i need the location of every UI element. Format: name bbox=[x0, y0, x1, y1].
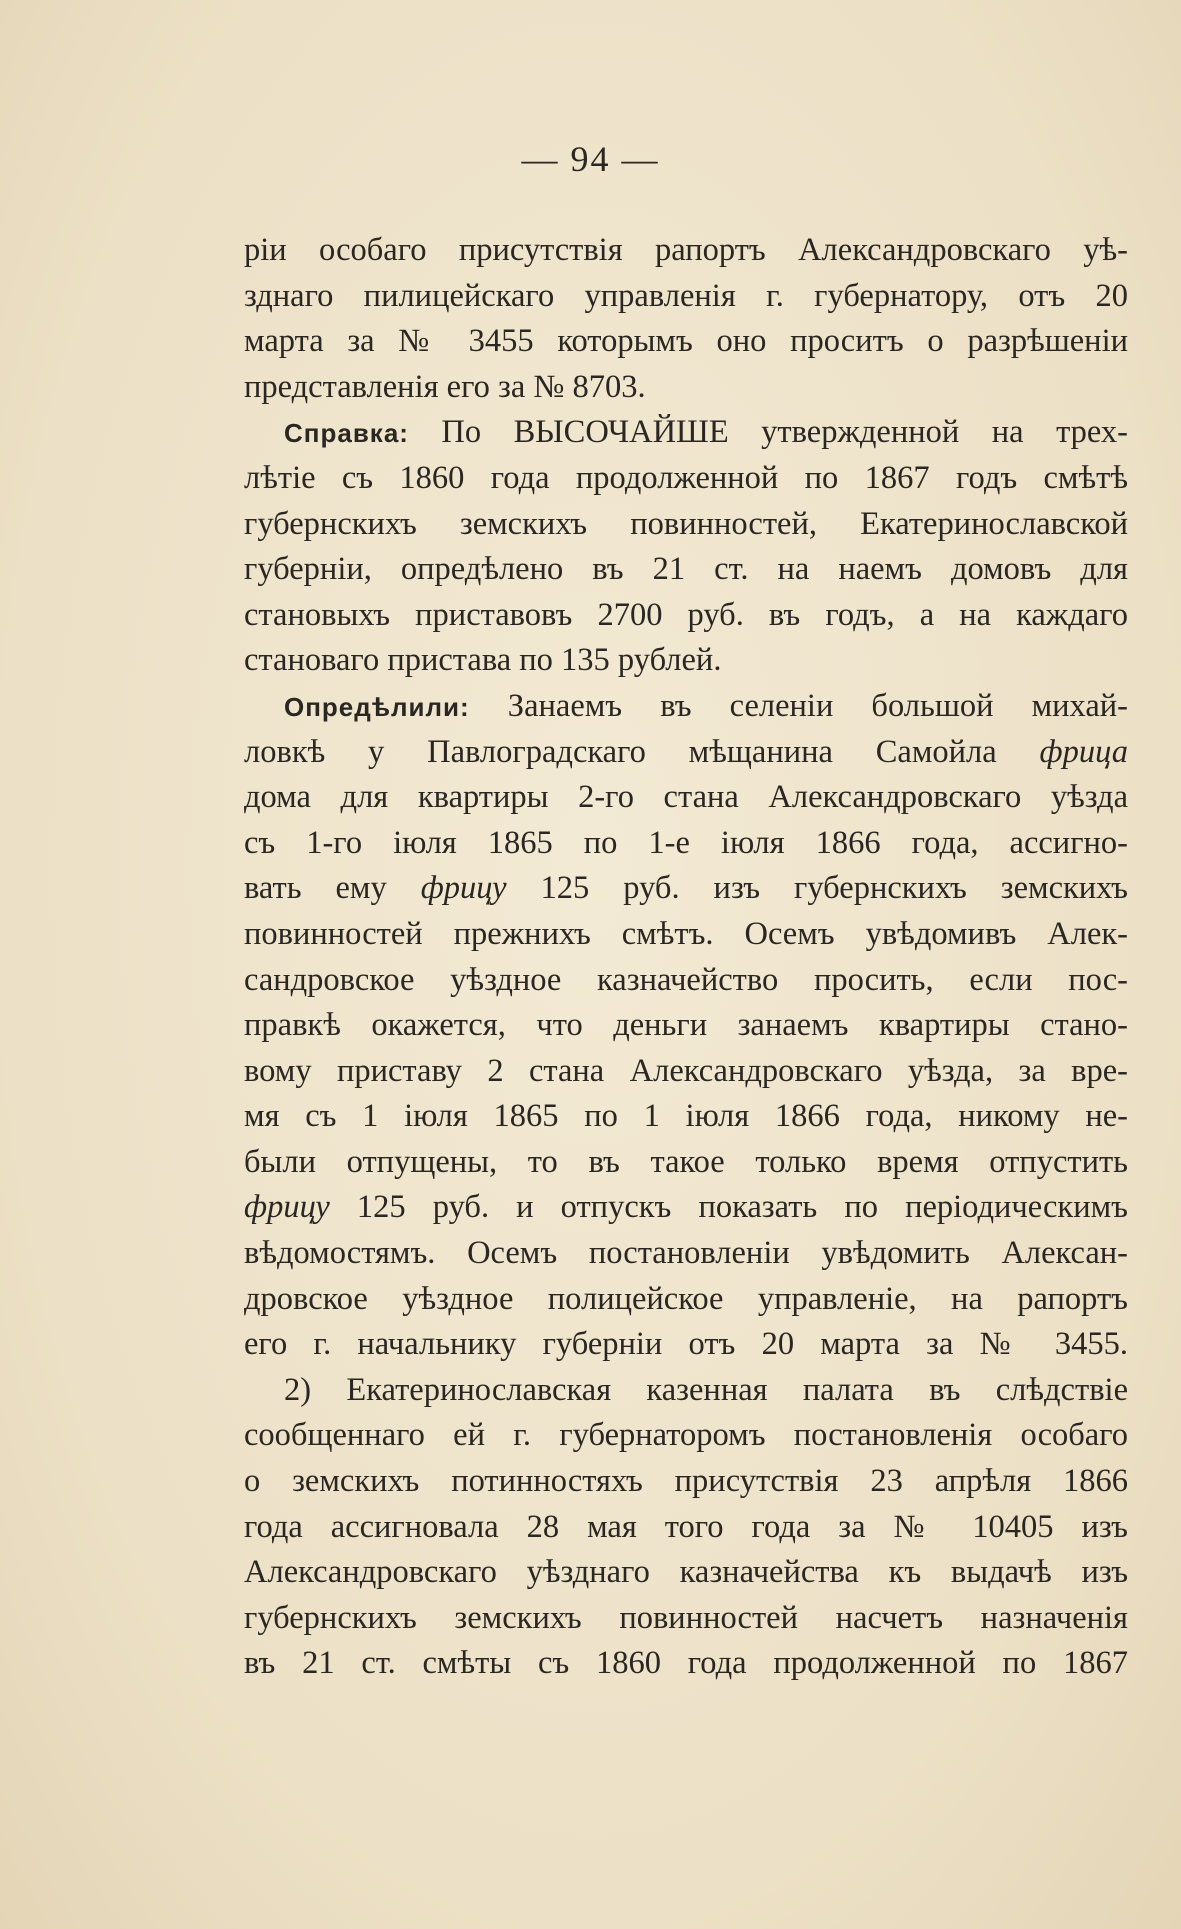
text-run: 125 руб. изъ губернскихъ земскихъ bbox=[506, 870, 1128, 907]
text-run: губернскихъ земскихъ повинностей насчетъ назначенія bbox=[244, 1599, 1128, 1636]
text-run: губерніи, опредѣлено въ 21 ст. на наемъ домовъ для bbox=[244, 551, 1128, 588]
text-line bbox=[244, 1003, 1128, 1049]
text-line bbox=[244, 775, 1128, 821]
text-run: вать ему bbox=[244, 870, 421, 907]
text-line bbox=[244, 1049, 1128, 1095]
text-run: По ВЫСОЧАЙШЕ утвержденной на трех- bbox=[408, 414, 1128, 451]
text-run: съ 1-го іюля 1865 по 1-е іюля 1866 года, ассигно- bbox=[244, 824, 1128, 861]
text-run: становыхъ приставовъ 2700 руб. въ годъ, а на каждаго bbox=[244, 596, 1128, 633]
text-line bbox=[244, 1550, 1128, 1596]
text-line bbox=[244, 684, 1128, 730]
text-run: зднаго пилицейскаго управленія г. губернатору, отъ 20 bbox=[244, 277, 1128, 314]
text-run: правкѣ окажется, что деньги занаемъ квартиры стано- bbox=[244, 1007, 1128, 1044]
text-run: марта за № 3455 которымъ оно проситъ о разрѣшеніи bbox=[244, 323, 1128, 360]
text-line bbox=[244, 502, 1128, 548]
text-run: дома для квартиры 2-го стана Александровскаго уѣзда bbox=[244, 779, 1128, 816]
text-line bbox=[244, 866, 1128, 912]
text-line bbox=[244, 1231, 1128, 1277]
italic-name: фрицу bbox=[244, 1189, 330, 1226]
text-line bbox=[244, 821, 1128, 867]
text-line bbox=[244, 410, 1128, 456]
text-run: мя съ 1 іюля 1865 по 1 іюля 1866 года, никому не- bbox=[244, 1098, 1128, 1135]
italic-name: фрицу bbox=[420, 870, 507, 907]
section-label: Опредѣлили: bbox=[284, 691, 470, 722]
text-line bbox=[244, 1459, 1128, 1505]
text-line bbox=[244, 638, 1128, 684]
text-line bbox=[244, 1413, 1128, 1459]
text-line bbox=[244, 1322, 1128, 1368]
text-run: въ 21 ст. смѣты съ 1860 года продолженной по 1867 bbox=[244, 1645, 1128, 1682]
text-run: сандровское уѣздное казначейство просить, если пос- bbox=[244, 961, 1128, 998]
text-line bbox=[244, 365, 1128, 411]
text-line bbox=[244, 958, 1128, 1004]
section-label: Справка: bbox=[284, 418, 409, 449]
text-run: сообщеннаго ей г. губернаторомъ постановленія особаго bbox=[244, 1417, 1128, 1454]
text-line bbox=[244, 730, 1128, 776]
text-line bbox=[244, 1505, 1128, 1551]
text-run: его г. начальнику губерніи отъ 20 марта за № 3455. bbox=[244, 1326, 1128, 1363]
text-run: повинностей прежнихъ смѣтъ. Осемъ увѣдомивъ Алек- bbox=[244, 915, 1128, 952]
text-line bbox=[244, 593, 1128, 639]
text-run: ріи особаго присутствія рапортъ Александровскаго уѣ- bbox=[244, 232, 1128, 268]
text-run: Занаемъ въ селеніи большой михай- bbox=[469, 687, 1128, 724]
text-run: представленія его за № 8703. bbox=[244, 368, 646, 405]
text-run: становаго пристава по 135 рублей. bbox=[244, 642, 722, 679]
text-run: 125 руб. и отпускъ показать по періодическимъ bbox=[329, 1189, 1128, 1226]
body-text bbox=[244, 228, 1128, 1687]
text-line bbox=[244, 1641, 1128, 1687]
text-run: были отпущены, то въ такое только время отпустить bbox=[244, 1143, 1128, 1180]
text-run: вому приставу 2 стана Александровскаго уѣзда, за вре- bbox=[244, 1052, 1128, 1089]
text-line bbox=[244, 274, 1128, 320]
text-run: губернскихъ земскихъ повинностей, Екатеринославской bbox=[244, 505, 1128, 542]
page-number: — 94 — bbox=[521, 139, 660, 179]
text-run: ловкѣ у Павлоградскаго мѣщанина Самойла bbox=[244, 733, 1040, 770]
text-line bbox=[244, 1140, 1128, 1186]
text-line bbox=[244, 912, 1128, 958]
text-line bbox=[244, 1277, 1128, 1323]
text-run: 2) Екатеринославская казенная палата въ слѣдствіе bbox=[284, 1371, 1128, 1408]
text-line bbox=[244, 1094, 1128, 1140]
text-run: вѣдомостямъ. Осемъ постановленіи увѣдомить Алексан- bbox=[244, 1235, 1128, 1272]
italic-name: фрица bbox=[1039, 733, 1128, 770]
text-line bbox=[244, 1185, 1128, 1231]
text-line bbox=[244, 456, 1128, 502]
text-run: лѣтіе съ 1860 года продолженной по 1867 годъ смѣтѣ bbox=[244, 459, 1128, 496]
text-run: года ассигновала 28 мая того года за № 10405 изъ bbox=[244, 1508, 1128, 1545]
text-line bbox=[244, 547, 1128, 593]
text-run: Александровскаго уѣзднаго казначейства къ выдачѣ изъ bbox=[244, 1554, 1128, 1591]
text-line bbox=[244, 228, 1128, 274]
text-line bbox=[244, 319, 1128, 365]
text-line bbox=[244, 1368, 1128, 1414]
text-run: о земскихъ потинностяхъ присутствія 23 апрѣля 1866 bbox=[244, 1463, 1128, 1500]
text-line bbox=[244, 1596, 1128, 1642]
text-run: дровское уѣздное полицейское управленіе, на рапортъ bbox=[244, 1280, 1128, 1317]
